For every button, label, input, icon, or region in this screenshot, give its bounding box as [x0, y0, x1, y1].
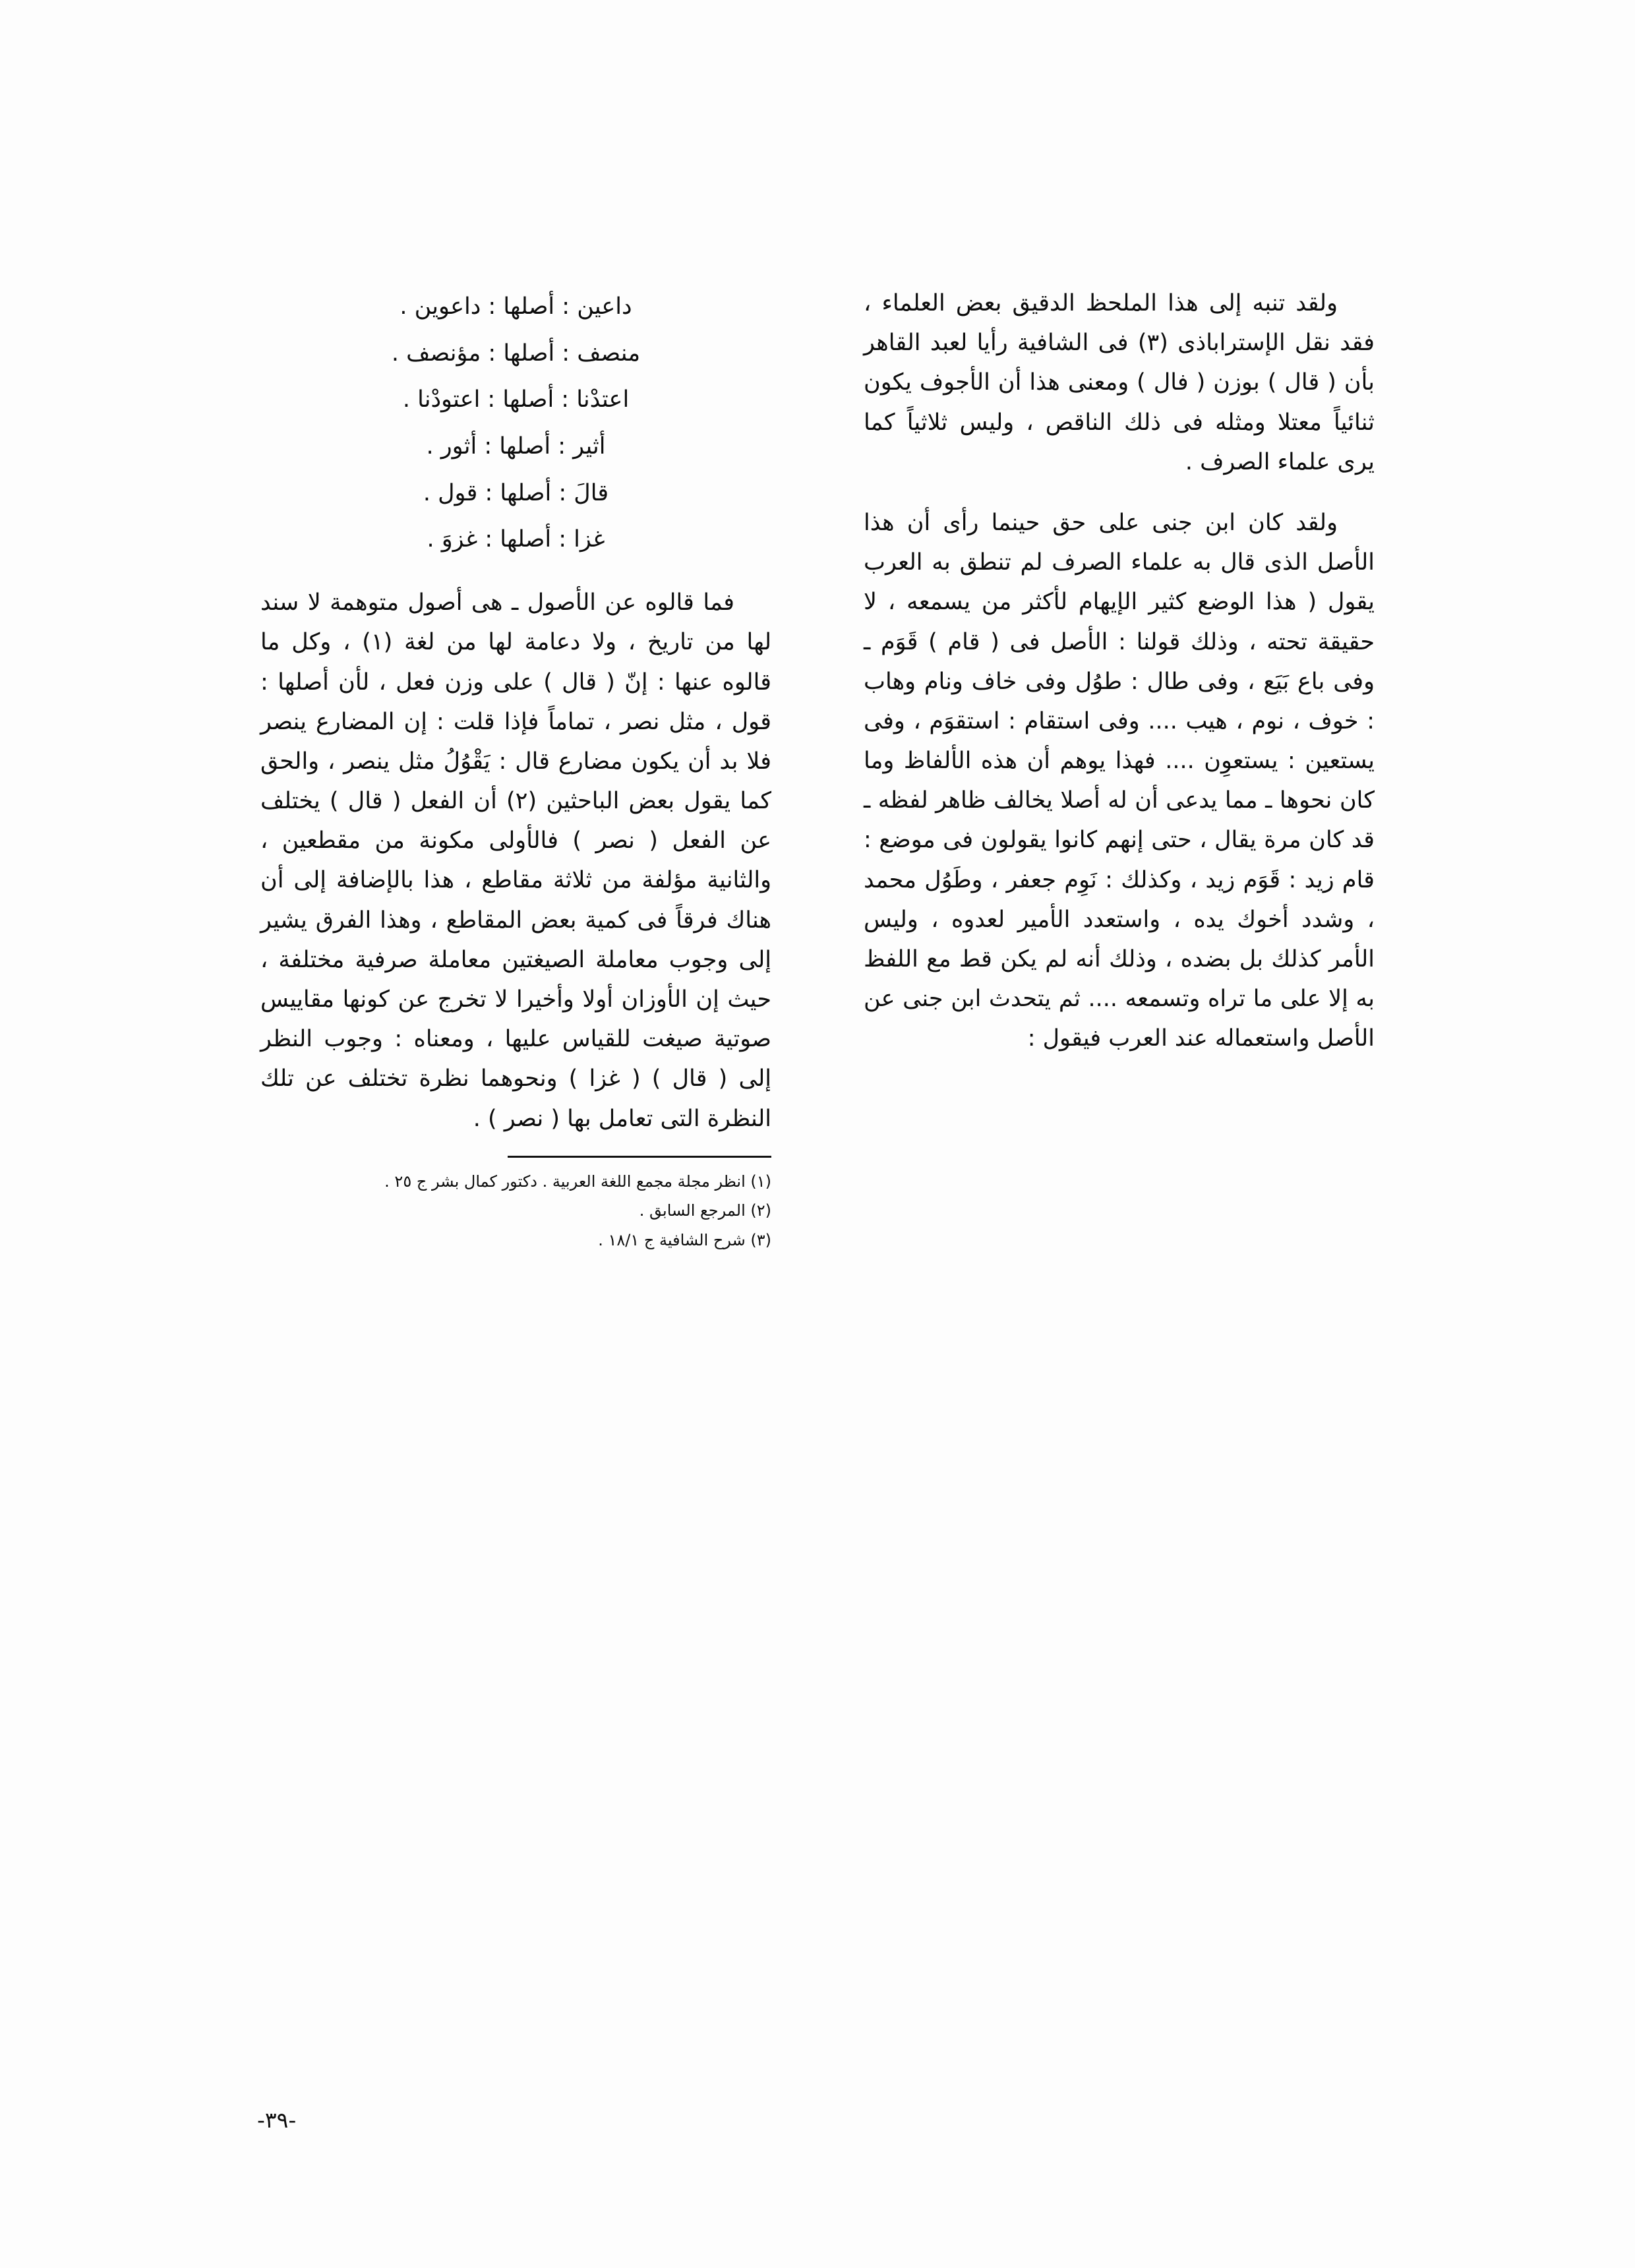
list-item: اعتدْنا : أصلها : اعتودْنا .	[402, 386, 630, 413]
footnote-item: (١) انظر مجلة مجمع اللغة العربية . دكتور كمال بشر ج ٢٥ .	[384, 1172, 771, 1191]
list-item: منصف : أصلها : مؤنصف .	[391, 340, 641, 367]
paragraph: ولقد تنبه إلى هذا الملحظ الدقيق بعض العلماء ، فقد نقل الإستراباذى (٣) فى الشافية رأيا لعبد القاهر بأن ( قال ) بوزن ( فال ) ومعنى هذا أن الأجوف يكون ثنائياً معتلا ومثله فى ذلك الناقص ، وليس ثلاثياً كما يرى علماء الصرف .	[864, 290, 1375, 475]
list-item: أثير : أصلها : أثور .	[426, 433, 606, 460]
list-item: غزا : أصلها : غزوَ .	[427, 526, 605, 553]
text-column-right	[260, 284, 771, 1255]
list-item: قالَ : أصلها : قول .	[423, 479, 609, 506]
page-number: -٣٩-	[257, 2107, 297, 2133]
footnote-block	[260, 1167, 771, 1255]
footnote-item: (٣) شرح الشافية ج ١٨/١ .	[598, 1230, 771, 1249]
paragraph: ولقد كان ابن جنى على حق حينما رأى أن هذا الأصل الذى قال به علماء الصرف لم تنطق به العرب يقول ( هذا الوضع كثير الإيهام لأكثر من يسمعه ، لا حقيقة تحته ، وذلك قولنا : الأصل فى ( قام ) قَوَم ـ وفى باع بَيَع ، وفى طال : طوُل وفى خاف ونام وهاب : خوف ، نوم ، هيب .... وفى استقام : استقوَم ، وفى يستعين : يستعوِن .... فهذا يوهم أن هذه الألفاظ وما كان نحوها ـ مما يدعى أن له أصلا يخالف ظاهر لفظه ـ قد كان مرة يقال ، حتى إنهم كانوا يقولون فى موضع : قام زيد : قَوَم زيد ، وكذلك : نَوِم جعفر ، وطَوُل محمد ، وشدد أخوك يده ، واستعدد الأمير لعدوه ، وليس الأمر كذلك بل بضده ، وذلك أنه لم يكن قط مع اللفظ به إلا على ما تراه وتسمعه .... ثم يتحدث ابن جنى عن الأصل واستعماله عند العرب فيقول :	[864, 509, 1375, 1052]
page-content	[260, 284, 1375, 1255]
text-column-left	[864, 284, 1375, 1255]
word-origin-list	[260, 284, 771, 563]
footnote-item: (٢) المرجع السابق .	[639, 1201, 771, 1220]
paragraph: فما قالوه عن الأصول ـ هى أصول متوهمة لا سند لها من تاريخ ، ولا دعامة لها من لغة (١) ، وكل ما قالوه عنها : إنّ ( قال ) على وزن فعل ، لأن أصلها : قول ، مثل نصر ، تماماً فإذا قلت : إن المضارع ينصر فلا بد أن يكون مضارع قال : يَقْوُلُ مثل ينصر ، والحق كما يقول بعض الباحثين (٢) أن الفعل ( قال ) يختلف عن الفعل ( نصر ) فالأولى مكونة من مقطعين ، والثانية مؤلفة من ثلاثة مقاطع ، هذا بالإضافة إلى أن هناك فرقاً فى كمية بعض المقاطع ، وهذا الفرق يشير إلى وجوب معاملة الصيغتين معاملة صرفية مختلفة ، حيث إن الأوزان أولا وأخيرا لا تخرج عن كونها مقاييس صوتية صيغت للقياس عليها ، ومعناه : وجوب النظر إلى ( قال ) ( غزا ) ونحوهما نظرة تختلف عن تلك النظرة التى تعامل بها ( نصر ) .	[260, 589, 771, 1132]
footnote-divider	[508, 1156, 771, 1158]
list-item: داعين : أصلها : داعوين .	[400, 293, 632, 320]
